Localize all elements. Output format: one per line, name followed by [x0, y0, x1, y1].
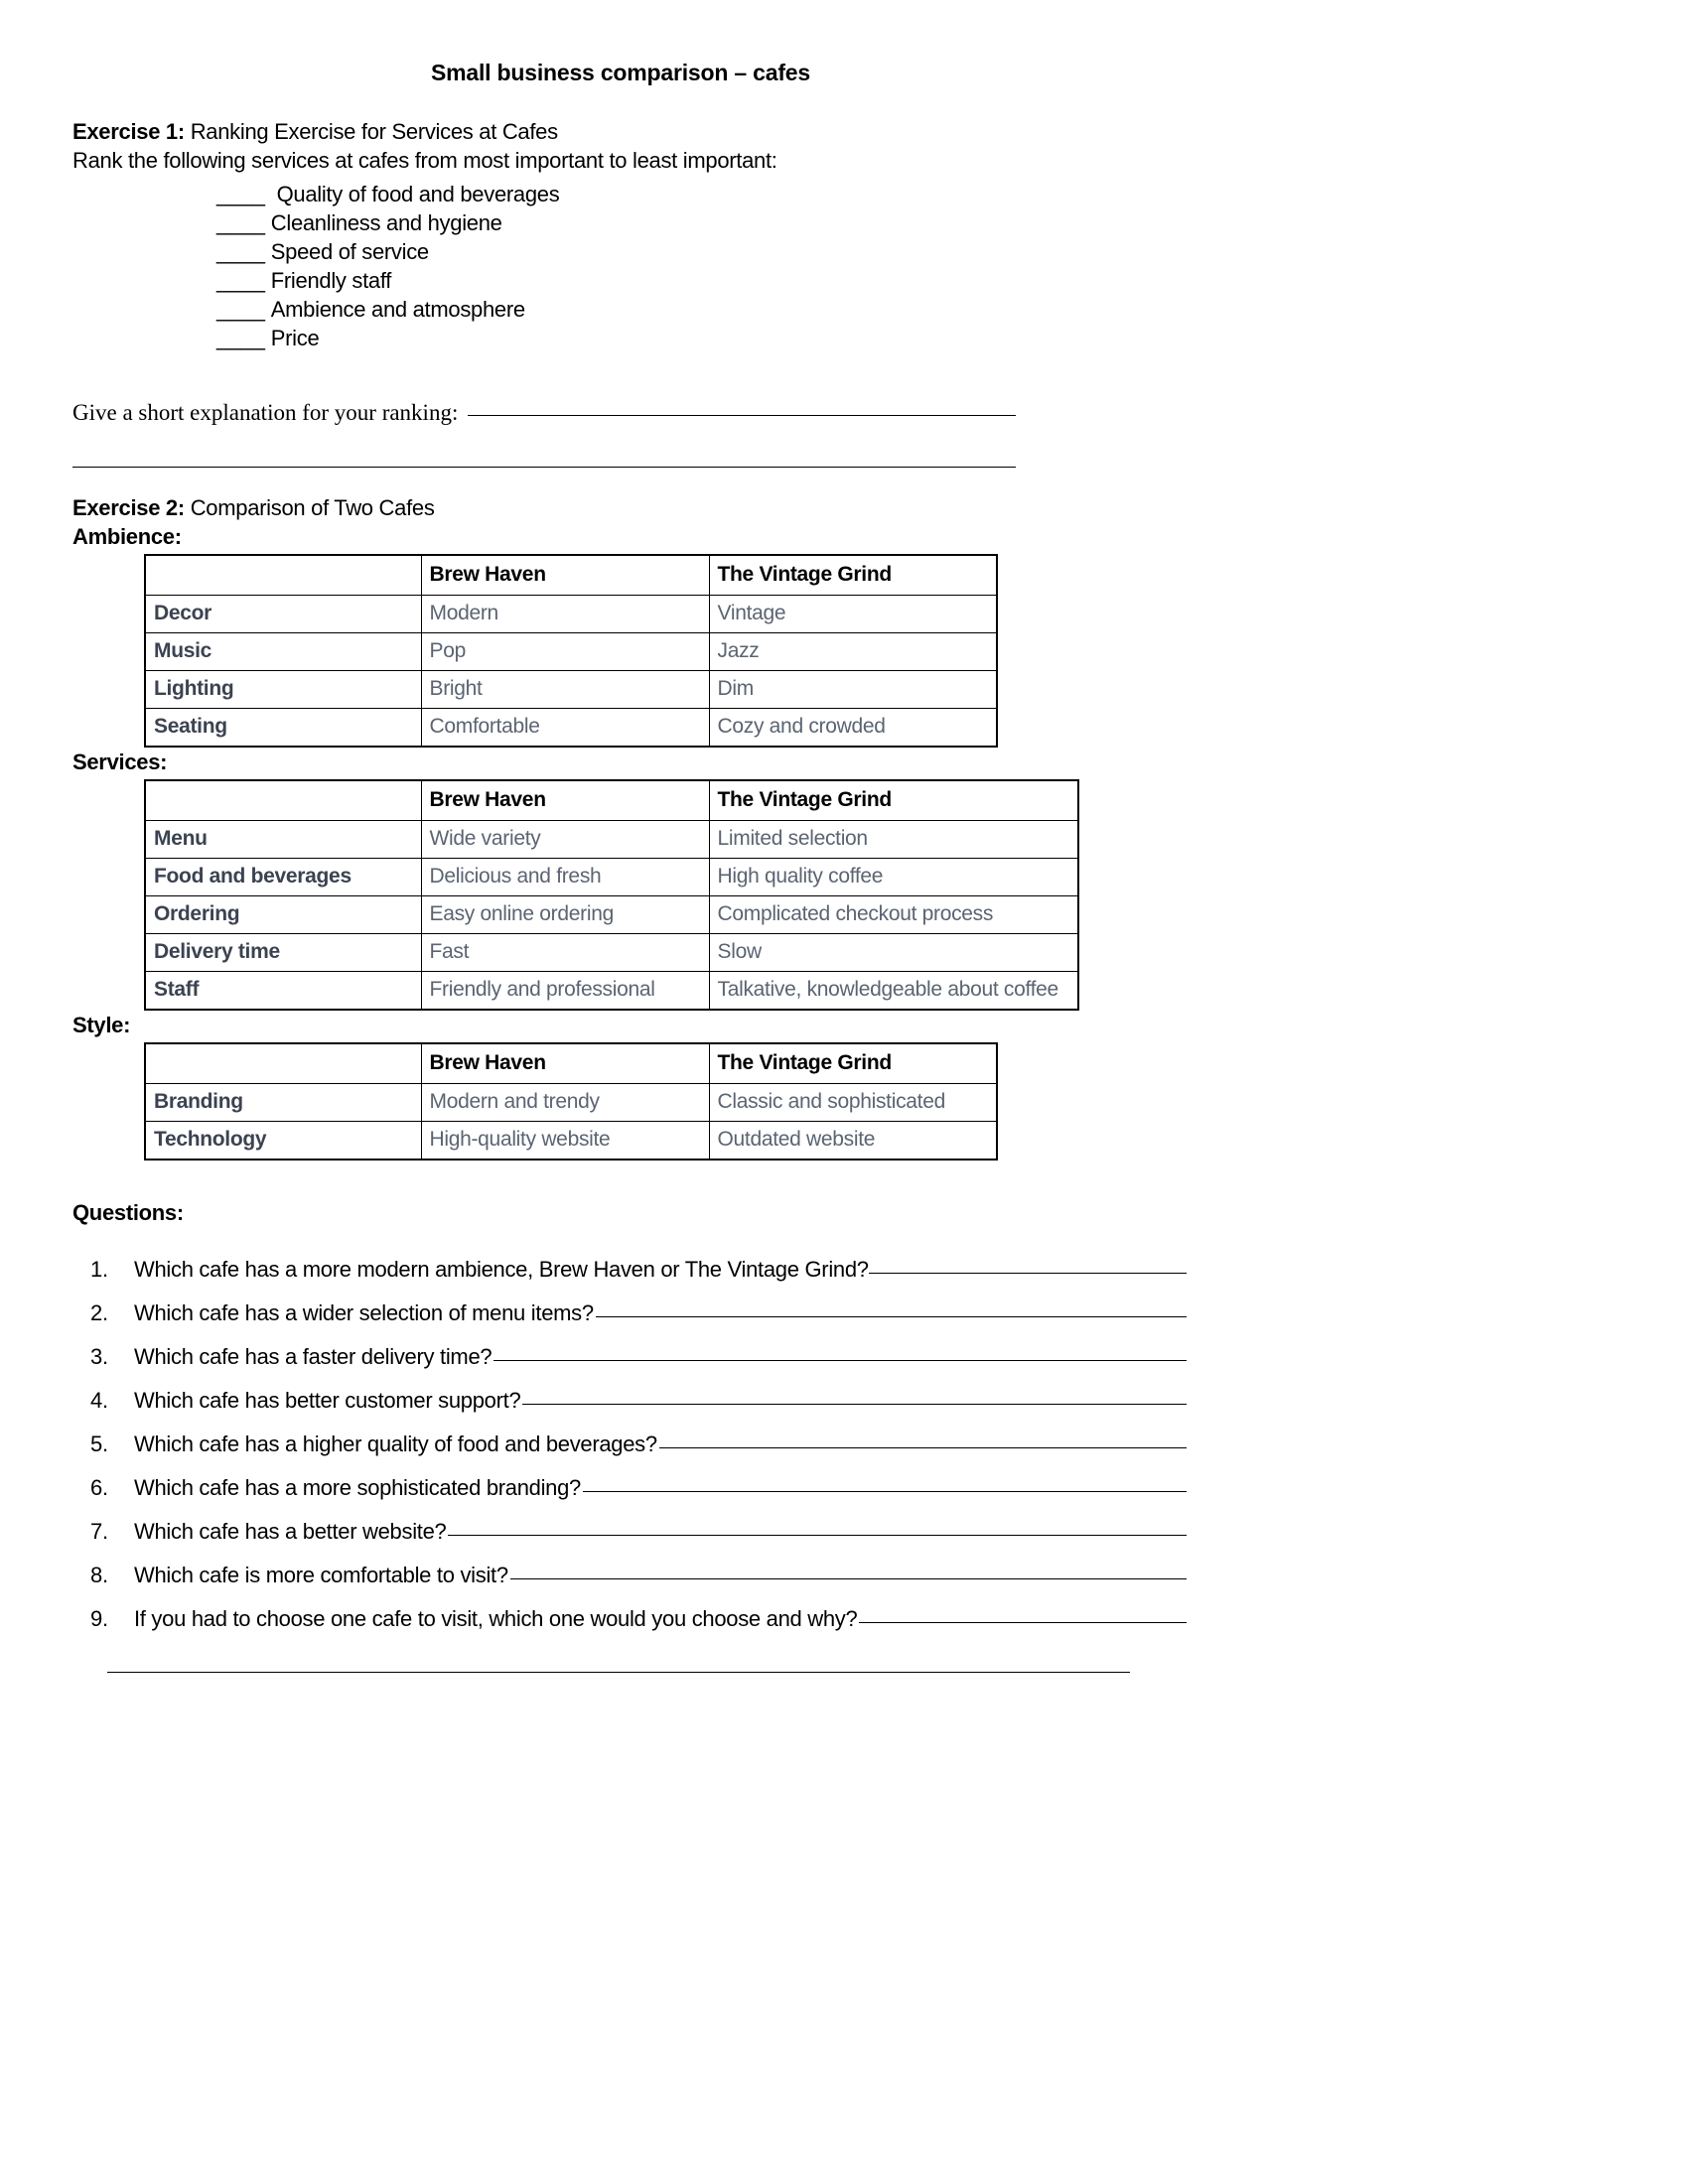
list-item[interactable]: [72, 295, 1165, 324]
table-row: [145, 709, 997, 748]
rank-item-label: Quality of food and beverages: [276, 182, 560, 206]
rank-item-label: Speed of service: [270, 239, 429, 264]
ranking-list: [72, 180, 1165, 352]
answer-line[interactable]: [596, 1315, 1187, 1317]
row-label: Delivery time: [145, 934, 421, 972]
cell-vintage-grind: Cozy and crowded: [709, 709, 997, 748]
section-title-services: Services:: [72, 750, 168, 774]
row-label: Technology: [145, 1122, 421, 1160]
table-row: [145, 859, 1078, 896]
column-header-vintage-grind: The Vintage Grind: [709, 1043, 997, 1084]
rank-blank-field[interactable]: ____: [216, 326, 265, 350]
cell-vintage-grind: Complicated checkout process: [709, 896, 1078, 934]
exercise1-instruction: Rank the following services at cafes from most important to least important:: [72, 148, 777, 173]
page-title: Small business comparison – cafes: [430, 60, 810, 85]
explanation-row: [72, 398, 1016, 428]
cell-vintage-grind: Jazz: [709, 633, 997, 671]
cell-vintage-grind: Dim: [709, 671, 997, 709]
spacer: [72, 468, 1165, 493]
column-header-vintage-grind: The Vintage Grind: [709, 555, 997, 596]
explanation-answer-line[interactable]: [468, 414, 1016, 416]
rank-blank-field[interactable]: ____: [216, 268, 265, 293]
list-item[interactable]: [72, 180, 1165, 208]
answer-line[interactable]: [583, 1490, 1187, 1492]
exercise2-heading-text: Comparison of Two Cafes: [184, 495, 435, 520]
rank-item-label: Cleanliness and hygiene: [270, 210, 502, 235]
list-item: [134, 1518, 1187, 1546]
cell-brew-haven: Friendly and professional: [421, 972, 709, 1011]
question-text: Which cafe has a higher quality of food and beverages?: [134, 1432, 657, 1456]
cell-brew-haven: Pop: [421, 633, 709, 671]
ambience-table: [144, 554, 998, 748]
question-text: Which cafe has a wider selection of menu items?: [134, 1300, 594, 1325]
final-answer-line[interactable]: [107, 1671, 1130, 1673]
exercise2-label: Exercise 2:: [72, 495, 185, 520]
answer-line[interactable]: [659, 1446, 1187, 1448]
question-text: Which cafe has a faster delivery time?: [134, 1344, 492, 1369]
column-header-brew-haven: Brew Haven: [421, 1043, 709, 1084]
list-item: [134, 1431, 1187, 1458]
questions-list: [72, 1256, 1165, 1633]
cell-brew-haven: Delicious and fresh: [421, 859, 709, 896]
cell-brew-haven: Modern and trendy: [421, 1084, 709, 1122]
question-text: Which cafe has a more sophisticated branding?: [134, 1475, 581, 1500]
cell-vintage-grind: Classic and sophisticated: [709, 1084, 997, 1122]
rank-item-label: Ambience and atmosphere: [270, 297, 525, 322]
cell-brew-haven: High-quality website: [421, 1122, 709, 1160]
column-header-vintage-grind: The Vintage Grind: [709, 780, 1078, 821]
cell-vintage-grind: High quality coffee: [709, 859, 1078, 896]
rank-blank-field[interactable]: ____: [216, 239, 265, 264]
row-label: Lighting: [145, 671, 421, 709]
cell-brew-haven: Fast: [421, 934, 709, 972]
table-header-row: [145, 555, 997, 596]
list-item[interactable]: [72, 208, 1165, 237]
row-label: Music: [145, 633, 421, 671]
rank-blank-field[interactable]: ____: [216, 210, 265, 235]
answer-line[interactable]: [448, 1534, 1187, 1536]
question-text: If you had to choose one cafe to visit, which one would you choose and why?: [134, 1606, 858, 1631]
table-row: [145, 671, 997, 709]
rank-item-label: Friendly staff: [270, 268, 392, 293]
style-table: [144, 1042, 998, 1160]
exercise1-label: Exercise 1:: [72, 119, 185, 144]
answer-line[interactable]: [493, 1359, 1187, 1361]
list-item: [134, 1299, 1187, 1327]
question-text: Which cafe has better customer support?: [134, 1388, 521, 1413]
table-header-row: [145, 780, 1078, 821]
answer-line[interactable]: [510, 1577, 1187, 1579]
table-row: [145, 972, 1078, 1011]
column-header-blank: [145, 780, 421, 821]
list-item[interactable]: [72, 324, 1165, 352]
row-label: Staff: [145, 972, 421, 1011]
answer-line[interactable]: [522, 1403, 1187, 1405]
list-item[interactable]: [72, 266, 1165, 295]
cell-brew-haven: Comfortable: [421, 709, 709, 748]
exercise1-heading-text: Ranking Exercise for Services at Cafes: [184, 119, 558, 144]
rank-blank-field[interactable]: ____: [216, 297, 265, 322]
column-header-blank: [145, 555, 421, 596]
cell-vintage-grind: Talkative, knowledgeable about coffee: [709, 972, 1078, 1011]
column-header-brew-haven: Brew Haven: [421, 555, 709, 596]
table-row: [145, 1122, 997, 1160]
cell-vintage-grind: Outdated website: [709, 1122, 997, 1160]
question-text: Which cafe has a better website?: [134, 1519, 447, 1544]
table-row: [145, 821, 1078, 859]
table-row: [145, 934, 1078, 972]
exercise2-heading: [72, 493, 1165, 522]
row-label: Decor: [145, 596, 421, 633]
section-title-ambience: Ambience:: [72, 524, 182, 549]
question-text: Which cafe has a more modern ambience, Brew Haven or The Vintage Grind?: [134, 1257, 869, 1282]
cell-brew-haven: Easy online ordering: [421, 896, 709, 934]
cell-brew-haven: Modern: [421, 596, 709, 633]
list-item: [134, 1343, 1187, 1371]
cell-vintage-grind: Vintage: [709, 596, 997, 633]
list-item[interactable]: [72, 237, 1165, 266]
table-row: [145, 633, 997, 671]
row-label: Menu: [145, 821, 421, 859]
list-item: [134, 1474, 1187, 1502]
questions-heading: Questions:: [72, 1200, 184, 1225]
column-header-brew-haven: Brew Haven: [421, 780, 709, 821]
row-label: Seating: [145, 709, 421, 748]
cell-vintage-grind: Limited selection: [709, 821, 1078, 859]
explanation-label: Give a short explanation for your ranking:: [72, 400, 459, 425]
services-table: [144, 779, 1079, 1011]
column-header-blank: [145, 1043, 421, 1084]
document-body: [72, 117, 1165, 1673]
cell-brew-haven: Wide variety: [421, 821, 709, 859]
table-row: [145, 896, 1078, 934]
rank-item-label: Price: [270, 326, 320, 350]
answer-line[interactable]: [869, 1272, 1187, 1274]
answer-line[interactable]: [859, 1621, 1187, 1623]
cell-brew-haven: Bright: [421, 671, 709, 709]
row-label: Branding: [145, 1084, 421, 1122]
section-title-style: Style:: [72, 1013, 131, 1037]
rank-blank-field[interactable]: ____: [216, 182, 265, 206]
table-row: [145, 596, 997, 633]
row-label: Ordering: [145, 896, 421, 934]
exercise1-heading: [72, 117, 1165, 146]
cell-vintage-grind: Slow: [709, 934, 1078, 972]
list-item: [134, 1562, 1187, 1589]
question-text: Which cafe is more comfortable to visit?: [134, 1563, 508, 1587]
row-label: Food and beverages: [145, 859, 421, 896]
table-header-row: [145, 1043, 997, 1084]
table-row: [145, 1084, 997, 1122]
list-item: [134, 1605, 1187, 1633]
list-item: [134, 1256, 1187, 1284]
list-item: [134, 1387, 1187, 1415]
